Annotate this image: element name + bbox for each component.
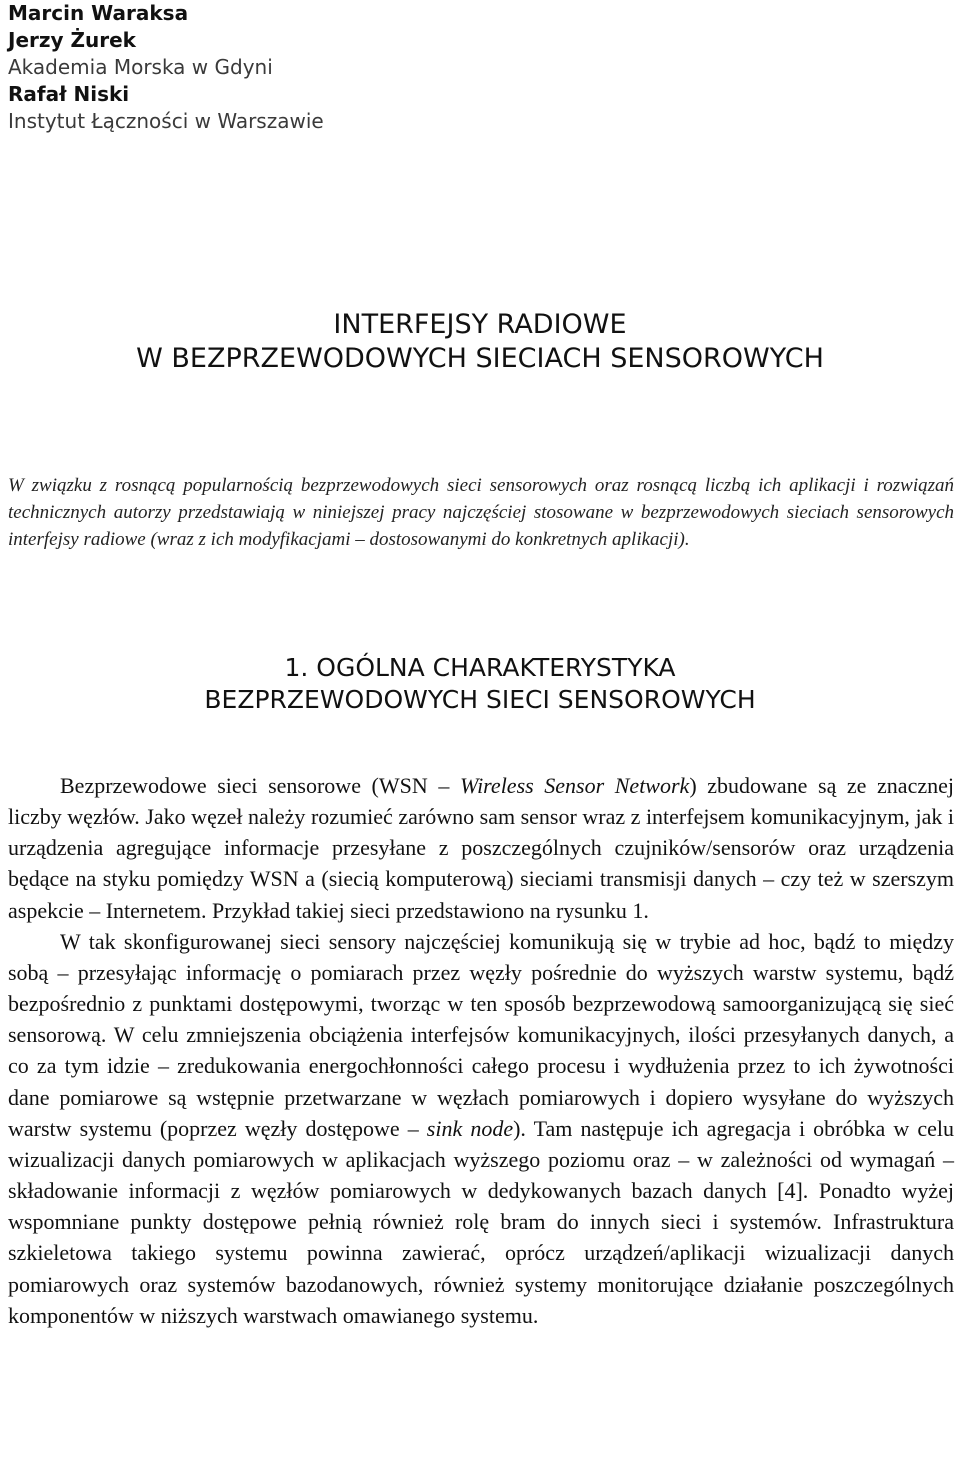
section-body: [8, 770, 954, 1331]
author-name: Jerzy Żurek: [8, 28, 136, 52]
section-heading-line: 1. OGÓLNA CHARAKTERYSTYKA: [284, 653, 676, 682]
paragraph-text: W tak skonfigurowanej sieci sensory najczęściej komunikują się w trybie ad hoc, bądź to między sobą – przesyłając informację o pomiarach przez węzły pośrednie do wyższych warstw systemu, bądź bezpośrednio z punktami dostępowymi, tworząc w ten sposób bezprzewodową samoorganizującą się sieć sensorową. W celu zmniejszenia obciążenia interfejsów komunikacyjnych, ilości przesyłanych danych, a co za tym idzie – zredukowania energochłonności całego procesu i wydłużenia przez to ich żywotności dane pomiarowe są wstępnie przetwarzane w węzłach pomiarowych i dopiero wysyłane do wyższych warstw systemu (poprzez węzły dostępowe –: [8, 928, 954, 1141]
author-institution: Instytut Łączności w Warszawie: [8, 109, 324, 133]
paper-title: [0, 308, 960, 376]
term-italic: sink node: [426, 1115, 514, 1141]
term-italic: Wireless Sensor Network: [459, 773, 690, 798]
paragraph-text: ) zbudowane są ze znacznej liczby węzłów. Jako węzeł należy rozumieć zarówno sam sensor wraz z interfejsem komunikacyjnym, jak i urządzenia agregujące informacje przesyłane z poszczególnych czujników/sensorów oraz urządzenia będące na styku pomiędzy WSN a (siecią komputerową) sieciami transmisji danych – czy też w szerszym aspekcie – Internetem. Przykład takiej sieci przedstawiono na rysunku 1.: [8, 773, 954, 923]
author-name: Rafał Niski: [8, 82, 130, 106]
section-heading-line: BEZPRZEWODOWYCH SIECI SENSOROWYCH: [204, 685, 756, 714]
abstract: W związku z rosnącą popularnością bezprzewodowych sieci sensorowych oraz rosnącą liczbą ich aplikacji i rozwiązań technicznych autorzy przedstawiają w niniejszej pracy najczęściej stosowane w bezprzewodowych sieciach sensorowych interfejsy radiowe (wraz z ich modyfikacjami – dostosowanymi do konkretnych aplikacji).: [8, 475, 954, 550]
author-institution: Akademia Morska w Gdyni: [8, 55, 273, 79]
body-paragraph: [8, 770, 954, 926]
section-heading: [0, 652, 960, 716]
author-block: [8, 0, 608, 135]
paragraph-text: Bezprzewodowe sieci sensorowe (WSN –: [60, 773, 460, 798]
body-paragraph: [8, 926, 954, 1331]
paragraph-text: ). Tam następuje ich agregacja i obróbka w celu wizualizacji danych pomiarowych w aplikacjach wyższego poziomu oraz – w zależności od wymagań – składowanie informacji z węzłów pomiarowych w dedykowanych bazach danych [4]. Ponadto wyżej wspomniane punkty dostępowe pełnią również rolę bram do innych sieci i systemów. Infrastruktura szkieletowa takiego systemu powinna zawierać, oprócz urządzeń/aplikacji wizualizacji danych pomiarowych oraz systemów bazodanowych, również systemy monitorujące działanie poszczególnych komponentów w niższych warstwach omawianego systemu.: [8, 1115, 954, 1328]
paper-title-line: INTERFEJSY RADIOWE: [333, 309, 627, 340]
author-name: Marcin Waraksa: [8, 1, 189, 25]
paper-title-line: W BEZPRZEWODOWYCH SIECIACH SENSOROWYCH: [136, 343, 824, 374]
